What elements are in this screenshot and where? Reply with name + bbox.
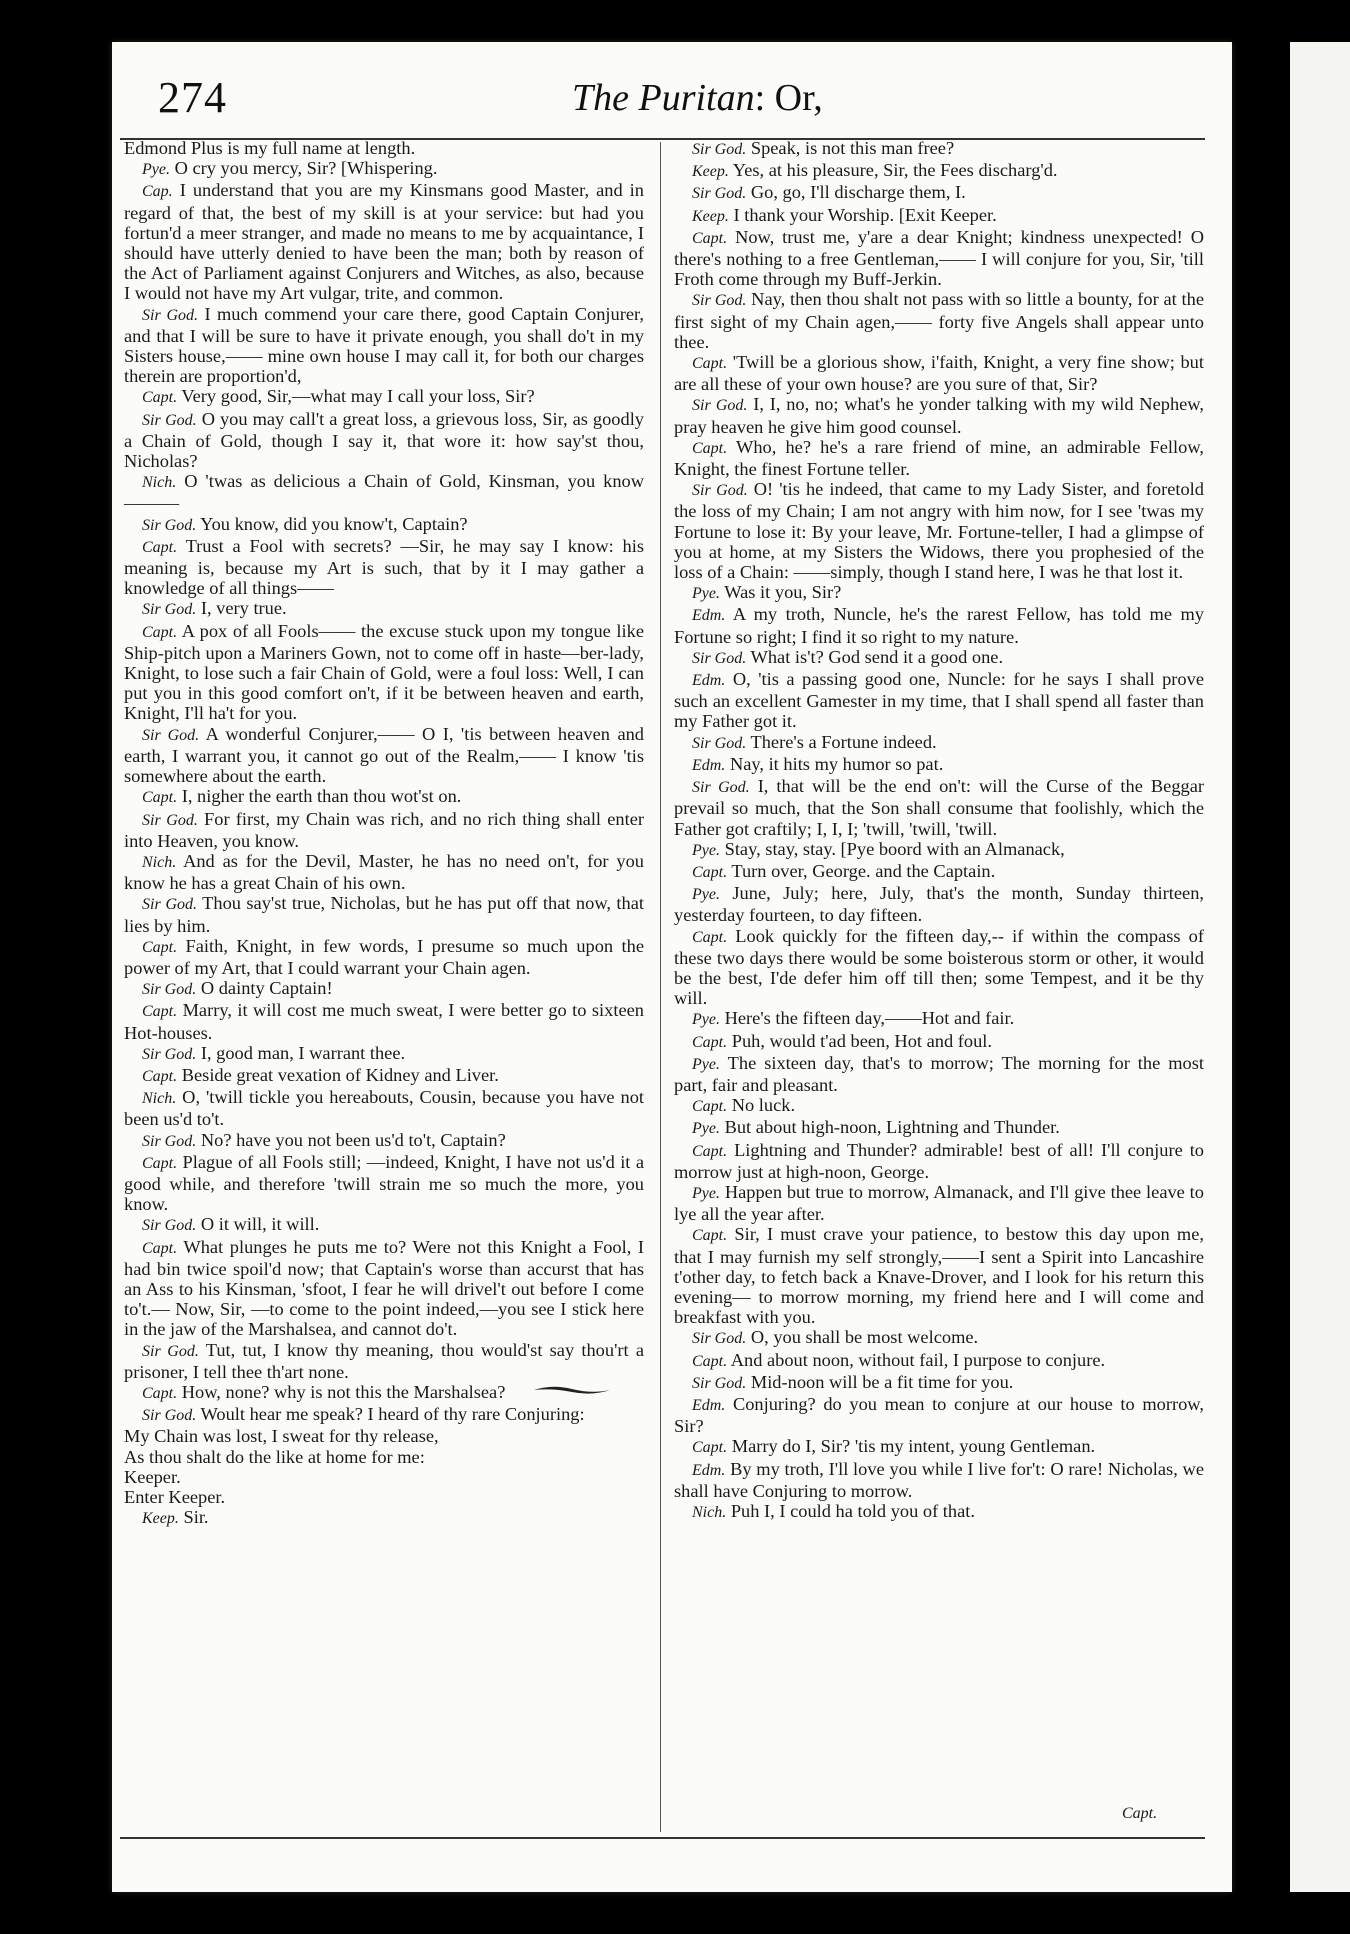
speech-line [674, 1182, 1204, 1224]
speaker-name: Sir God. [692, 779, 750, 797]
speech-line [124, 536, 644, 599]
speech-line [124, 514, 644, 536]
speech-line [674, 1008, 1204, 1030]
title-text: The Puritan [572, 77, 755, 119]
speech-line [124, 1467, 644, 1487]
speech-text: Faith, Knight, in few words, I presume so much upon the power of my Art, that I could warrant your Chain agen. [124, 935, 644, 978]
speaker-name: Pye. [692, 1120, 720, 1138]
speech-line [674, 1501, 1204, 1523]
speech-text: Plague of all Fools still; —indeed, Knight, I have not us'd it a good while, and therefore 'twill strain me so much the more, you know. [124, 1151, 644, 1215]
speaker-name: Capt. [142, 1154, 178, 1172]
speech-line [124, 1340, 644, 1382]
speaker-name: Cap. [142, 183, 173, 201]
right-column [674, 138, 1204, 1523]
speech-text: Sir. [183, 1507, 209, 1528]
speech-line [124, 471, 644, 513]
speech-text: June, July; here, July, that's the month, Sunday thirteen, yesterday fourteen, to day fifteen. [674, 883, 1204, 926]
speech-text: What plunges he puts me to? Were not this Knight a Fool, I had bin twice spoil'd now; that Captain's worse than accurst that has an Ass to his Kinsman, 'sfoot, I fear he will drivel't out before I come to't.— Now, Sir, —to come to the point indeed,—you see I stick here in the jaw of the Marshalsea, and cannot do't. [124, 1236, 645, 1340]
adjacent-page-edge [1290, 42, 1350, 1892]
speech-line [124, 809, 644, 851]
speech-line [674, 1372, 1204, 1394]
speech-text: Edmond Plus is my full name at length. [124, 138, 416, 158]
speaker-name: Sir God. [692, 649, 747, 667]
speaker-name: Sir God. [692, 1374, 747, 1392]
speaker-name: Sir God. [142, 411, 197, 429]
speaker-name: Nich. [142, 853, 177, 871]
speech-text: I, good man, I warrant thee. [200, 1042, 406, 1063]
catchword: Capt. [1122, 1805, 1158, 1822]
speaker-name: Pye. [692, 841, 720, 859]
speaker-name: Sir God. [142, 516, 197, 534]
column-divider [660, 142, 661, 1832]
speaker-name: Sir God. [692, 185, 747, 203]
speech-line [674, 582, 1204, 604]
speech-line [674, 926, 1204, 1009]
speech-text: How, none? why is not this the Marshalsea? [181, 1381, 506, 1402]
speech-line [124, 598, 644, 620]
speaker-name: Pye. [142, 161, 170, 179]
speech-text: Speak, is not this man free? [750, 138, 955, 158]
speech-text: Beside great vexation of Kidney and Liver. [181, 1064, 499, 1085]
speech-text: You know, did you know't, Captain? [200, 513, 468, 534]
speech-text: O 'twas as delicious a Chain of Gold, Kinsman, you know——— [124, 471, 644, 514]
speech-text: I understand that you are my Kinsmans good Master, and in regard of that, the best of my skill is at your service: but had you fortun'd a meer stranger, and made no means to me by acquaintance, I should have utterly denied to have been the man; both by reason of the Act of Parliament against Conjurers and Witches, as also, because I would not have my Art vulgar, trite, and common. [124, 180, 644, 304]
footer-rule [120, 1837, 1205, 1839]
speaker-name: Capt. [692, 1098, 728, 1116]
speech-line [674, 669, 1204, 732]
speech-text: Trust a Fool with secrets? —Sir, he may say I know: his meaning is, because my Art is such, that by it I may gather a knowledge of all things—— [124, 535, 645, 599]
speaker-name: Pye. [692, 886, 720, 904]
speech-line [674, 861, 1204, 883]
speech-line [674, 839, 1204, 861]
speech-text: I, nigher the earth than thou wot'st on. [181, 786, 462, 807]
speaker-name: Pye. [692, 1184, 720, 1202]
speech-line [124, 1065, 644, 1087]
speech-text: Turn over, George. and the Captain. [731, 860, 996, 881]
speaker-name: Sir God. [142, 306, 199, 324]
speech-text: A my troth, Nuncle, he's the rarest Fellow, has told me my Fortune so right; I find it so right to my nature. [674, 604, 1204, 647]
speech-text: Conjuring? do you mean to conjure at our house to morrow, Sir? [674, 1393, 1204, 1437]
speech-line [124, 1404, 644, 1426]
speaker-name: Edm. [692, 672, 726, 690]
speech-text: I, I, no, no; what's he yonder talking with my wild Nephew, pray heaven he give him good counsel. [674, 394, 1204, 437]
speech-line [124, 158, 644, 180]
speech-line [674, 182, 1204, 204]
speaker-name: Capt. [692, 1033, 728, 1051]
speech-text: And as for the Devil, Master, he has no need on't, for you know he has a great Chain of his own. [124, 850, 644, 894]
speaker-name: Capt. [692, 928, 728, 946]
speech-text: Who, he? he's a rare friend of mine, an admirable Fellow, Knight, the finest Fortune teller. [674, 436, 1205, 480]
speech-line [124, 386, 644, 408]
speech-text: A wonderful Conjurer,—— O I, 'tis between heaven and earth, I warrant you, it cannot go out of the Realm,—— I know 'tis somewhere about the earth. [124, 723, 644, 787]
speaker-name: Sir God. [692, 734, 747, 752]
speech-line [124, 180, 644, 303]
speech-line [674, 479, 1204, 582]
speaker-name: Sir God. [142, 1217, 197, 1235]
speech-text: O it will, it will. [200, 1214, 320, 1235]
speaker-name: Nich. [692, 1504, 727, 1521]
speech-line [674, 227, 1204, 290]
speech-text: As thou shalt do the like at home for me: [124, 1446, 425, 1467]
speech-text: Woult hear me speak? I heard of thy rare Conjuring: [200, 1404, 585, 1425]
speech-text: O cry you mercy, Sir? [Whispering. [174, 158, 438, 179]
running-title [572, 76, 823, 120]
speaker-name: Capt. [692, 355, 728, 373]
speech-line [124, 1214, 644, 1236]
speaker-name: Capt. [692, 863, 728, 881]
speech-line [674, 754, 1204, 776]
subtitle-text: : Or, [754, 77, 823, 119]
speech-line [124, 1000, 644, 1042]
speech-line [124, 1487, 644, 1507]
speaker-name: Sir God. [142, 896, 198, 914]
speech-text: Thou say'st true, Nicholas, but he has put off that now, that lies by him. [124, 893, 644, 936]
speaker-name: Capt. [142, 1384, 178, 1402]
speaker-name: Sir God. [142, 1132, 197, 1150]
speech-text: Lightning and Thunder? admirable! best of all! I'll conjure to morrow just at high-noon, George. [674, 1139, 1204, 1182]
speech-line [674, 604, 1204, 646]
speaker-name: Capt. [142, 789, 178, 807]
speaker-name: Capt. [142, 938, 178, 956]
speech-text: Puh I, I could ha told you of that. [730, 1501, 975, 1521]
speech-line [124, 138, 644, 158]
speech-line [674, 289, 1204, 352]
page-number: 274 [158, 73, 227, 122]
speaker-name: Sir God. [142, 1342, 199, 1360]
speaker-name: Capt. [142, 538, 178, 556]
speech-text: Sir, I must crave your patience, to bestow this day upon me, that I may furnish my self strongly,——I sent a Spirit into Lancashire t'other day, to fetch back a Knave-Drover, and I look for his return this evening— to morrow morning, my friend here and I will come and breakfast with you. [674, 1224, 1204, 1328]
speech-text: A pox of all Fools—— the excuse stuck upon my tongue like Ship-pitch upon a Mariners Gown, not to come off in haste—ber-lady, Knight, to lose such a fair Chain of Gold, were a foul loss: Well, I can put you in this good comfort on't, if it be between heaven and earth, Knight, I'll ha't for you. [124, 620, 644, 724]
speaker-name: Capt. [692, 1227, 728, 1245]
speech-text: Keeper. [124, 1466, 181, 1487]
speech-text: O, 'tis a passing good one, Nuncle: for he says I shall prove such an excellent Gamester in my time, that I shall spend all faster than my Father got it. [674, 669, 1204, 732]
speech-line [124, 409, 644, 472]
speaker-name: Sir God. [142, 981, 197, 999]
speech-text: I thank your Worship. [Exit Keeper. [733, 204, 997, 225]
speaker-name: Sir God. [142, 1407, 197, 1425]
speech-line [124, 1087, 644, 1129]
speaker-name: Keep. [692, 207, 729, 225]
speech-line [124, 851, 644, 893]
speech-text: Happen but true to morrow, Almanack, and I'll give thee leave to lye all the year after. [674, 1181, 1204, 1225]
speaker-name: Pye. [692, 1055, 720, 1073]
speech-line [124, 1043, 644, 1065]
speaker-name: Sir God. [692, 482, 748, 500]
speech-line [124, 936, 644, 978]
speaker-name: Sir God. [142, 601, 197, 619]
speech-text: O dainty Captain! [200, 978, 333, 999]
speech-line [674, 883, 1204, 925]
speaker-name: Pye. [692, 585, 720, 603]
speech-text: Now, trust me, y'are a dear Knight; kindness unexpected! O there's nothing to a free Gentleman,—— I will conjure for you, Sir, 'till Froth come through my Buff-Jerkin. [674, 226, 1204, 290]
speaker-name: Sir God. [142, 1045, 197, 1063]
speech-line [674, 1031, 1204, 1053]
speech-line [124, 893, 644, 935]
speech-line [674, 1117, 1204, 1139]
speech-line [124, 724, 644, 787]
speech-text: My Chain was lost, I sweat for thy release, [124, 1426, 439, 1447]
speech-text: O you may call't a great loss, a grievous loss, Sir, as goodly a Chain of Gold, though I say it, that wore it: how say'st thou, Nicholas? [124, 408, 644, 472]
speech-line [674, 1436, 1204, 1458]
speech-line [674, 394, 1204, 436]
speaker-name: Capt. [142, 389, 178, 407]
speech-text: Marry do I, Sir? 'tis my intent, young Gentleman. [731, 1436, 1096, 1457]
speech-line [124, 621, 644, 724]
speech-line [124, 1507, 644, 1529]
speech-text: I, very true. [200, 598, 287, 619]
speech-text: Yes, at his pleasure, Sir, the Fees discharg'd. [732, 160, 1058, 181]
speech-text: Very good, Sir,—what may I call your loss, Sir? [181, 386, 535, 407]
speech-text: Here's the fifteen day,——Hot and fair. [724, 1008, 1015, 1029]
speech-line [674, 138, 1204, 160]
speech-line [124, 786, 644, 808]
speech-line [124, 978, 644, 1000]
speech-line [124, 1426, 644, 1446]
speech-text: Tut, tut, I know thy meaning, thou would'st say thou'rt a prisoner, I tell thee th'art none. [124, 1339, 644, 1382]
speech-line [674, 1459, 1204, 1501]
speaker-name: Capt. [142, 623, 178, 641]
speech-text: I much commend your care there, good Captain Conjurer, and that I will be sure to have it private enough, you shall do't in my Sisters house,—— mine own house I may call it, for both our charges therein are proportion'd, [124, 303, 644, 387]
speaker-name: Sir God. [142, 811, 198, 829]
speech-line [124, 1152, 644, 1215]
speaker-name: Keep. [142, 1510, 179, 1528]
speaker-name: Edm. [692, 607, 726, 625]
speech-line [674, 1053, 1204, 1095]
speech-text: I, that will be the end on't: will the Curse of the Beggar prevail so much, that the Son shall consume that foolishly, which the Father got craftily; I, I, I; 'twill, 'twill, 'twill. [674, 776, 1204, 839]
speaker-name: Sir God. [692, 141, 747, 158]
speech-line [674, 352, 1204, 394]
speech-text: No? have you not been us'd to't, Captain? [200, 1129, 506, 1150]
speech-text: Marry, it will cost me much sweat, I were better go to sixteen Hot-houses. [124, 1000, 644, 1043]
speech-text: Nay, then thou shalt not pass with so little a bounty, for at the first sight of my Chain agen,—— forty five Angels shall appear unto thee. [674, 289, 1204, 352]
speech-text: No luck. [731, 1095, 796, 1116]
speaker-name: Capt. [142, 1239, 178, 1257]
speech-text: But about high-noon, Lightning and Thunder. [724, 1117, 1060, 1138]
speech-text: And about noon, without fail, I purpose to conjure. [730, 1349, 1106, 1370]
speech-line [124, 304, 644, 387]
speaker-name: Capt. [142, 1067, 178, 1085]
speech-line [674, 1350, 1204, 1372]
speech-text: There's a Fortune indeed. [750, 731, 937, 752]
speech-line [674, 776, 1204, 839]
speech-text: 'Twill be a glorious show, i'faith, Knight, a very fine show; but are all these of your own house? are you sure of that, Sir? [674, 352, 1204, 395]
speech-text: By my troth, I'll love you while I live for't: O rare! Nicholas, we shall have Conjuring to morrow. [674, 1458, 1204, 1501]
speaker-name: Keep. [692, 163, 729, 181]
speech-text: Look quickly for the fifteen day,-- if within the compass of these two days there would be some boisterous storm or other, it would be the best, I'de defer him off till then; some Tempest, and it be thy will. [674, 925, 1204, 1009]
speech-text: O, 'twill tickle you hereabouts, Cousin, because you have not been us'd to't. [124, 1087, 644, 1130]
speech-text: What is't? God send it a good one. [750, 646, 1004, 667]
speech-line [674, 1140, 1204, 1182]
speech-text: Puh, would t'ad been, Hot and foul. [731, 1030, 992, 1051]
speech-text: Go, go, I'll discharge them, I. [750, 182, 966, 203]
speech-text: Mid-noon will be a fit time for you. [750, 1371, 1014, 1392]
running-header [152, 72, 1192, 132]
speaker-name: Edm. [692, 756, 726, 774]
speaker-name: Capt. [692, 1439, 728, 1457]
ink-blot-mark [532, 1384, 612, 1396]
speech-line [674, 1394, 1204, 1436]
speech-line [674, 205, 1204, 227]
speech-text: For first, my Chain was rich, and no rich thing shall enter into Heaven, you know. [124, 808, 644, 851]
speaker-name: Capt. [692, 439, 728, 457]
speech-line [124, 1237, 644, 1340]
speech-line [674, 732, 1204, 754]
speech-text: The sixteen day, that's to morrow; The morning for the most part, fair and pleasant. [674, 1052, 1205, 1095]
speaker-name: Sir God. [692, 1330, 747, 1348]
speaker-name: Capt. [692, 229, 728, 247]
speaker-name: Capt. [142, 1003, 178, 1021]
speech-line [124, 1447, 644, 1467]
speaker-name: Edm. [692, 1396, 726, 1414]
speech-line [674, 1327, 1204, 1349]
speaker-name: Edm. [692, 1461, 726, 1479]
speaker-name: Capt. [692, 1142, 728, 1160]
speech-line [124, 1130, 644, 1152]
speaker-name: Sir God. [692, 397, 748, 415]
speech-text: O! 'tis he indeed, that came to my Lady Sister, and foretold the loss of my Chain; I am not angry with him now, for I see 'twas my Fortune to lose it: By your leave, Mr. Fortune-teller, I had a glimpse of you at home, at my Sisters the Widows, there you prophesied of the loss of a Chain: ——simply, though I stand here, I was he that lost it. [674, 479, 1204, 583]
speech-line [674, 1095, 1204, 1117]
speech-text: Stay, stay, stay. [Pye boord with an Almanack, [724, 838, 1065, 859]
speech-line [674, 437, 1204, 479]
speaker-name: Capt. [692, 1352, 728, 1370]
speaker-name: Sir God. [692, 292, 747, 310]
speech-line [674, 647, 1204, 669]
speech-text: Nay, it hits my humor so pat. [729, 753, 944, 774]
speaker-name: Nich. [142, 1090, 177, 1108]
speech-text: O, you shall be most welcome. [750, 1327, 979, 1348]
speaker-name: Pye. [692, 1011, 720, 1029]
speech-text: Was it you, Sir? [724, 582, 842, 603]
book-page [112, 42, 1232, 1892]
speech-line [674, 160, 1204, 182]
left-column [124, 138, 644, 1529]
speech-text: Enter Keeper. [124, 1487, 226, 1507]
speech-line [674, 1224, 1204, 1327]
speaker-name: Nich. [142, 474, 177, 492]
speaker-name: Sir God. [142, 726, 200, 744]
